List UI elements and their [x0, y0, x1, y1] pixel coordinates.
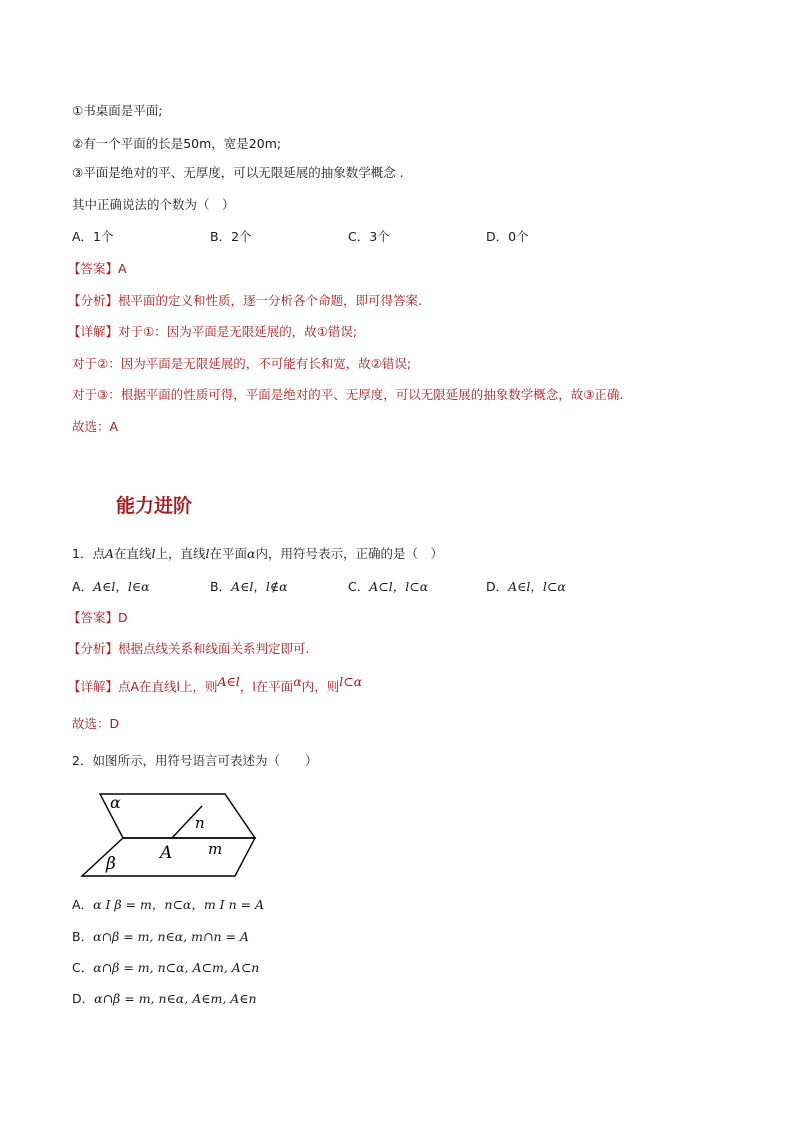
q2-stem: 2．如图所示，用符号语言可表述为（ ）: [72, 753, 318, 768]
q1-stem: 1．点A在直线l上，直线l在平面α内，用符号表示，正确的是（ ）: [72, 546, 443, 561]
planes-figure: [80, 788, 270, 880]
q1-detail: 【详解】点A在直线l上，则A∈l，l在平面α内，则l⊂α: [68, 674, 363, 694]
q1-option-a: A．A∈l，l∈α: [72, 579, 150, 594]
section-title: 能力进阶: [116, 495, 193, 517]
statement-1: ①书桌面是平面;: [72, 103, 163, 118]
q2-option-d: D．α∩β = m, n∈α, A∈m, A∈n: [72, 991, 257, 1006]
q1-answer: 【答案】D: [68, 610, 128, 625]
option-d: D．0个: [486, 229, 529, 244]
q1-option-b: B．A∈l，l∉α: [210, 579, 288, 594]
detail-line-3: 对于③：根据平面的性质可得，平面是绝对的平、无厚度，可以无限延展的抽象数学概念，故③正确.: [72, 387, 624, 402]
label-beta: β: [106, 854, 116, 874]
label-a: A: [160, 843, 173, 863]
detail-line-1: 【详解】对于①：因为平面是无限延展的，故①错误;: [68, 324, 358, 339]
statement-3: ③平面是绝对的平、无厚度，可以无限延展的抽象数学概念 .: [72, 165, 404, 180]
label-alpha: α: [110, 793, 121, 812]
q2-option-b: B．α∩β = m, n∈α, m∩n = A: [72, 929, 249, 944]
choice-line: 故选：A: [72, 419, 119, 434]
q1-option-d: D．A∈l，l⊂α: [486, 579, 566, 594]
option-c: C．3个: [348, 229, 390, 244]
question-stem: 其中正确说法的个数为（ ）: [72, 197, 235, 212]
option-a: A．1个: [72, 229, 114, 244]
label-n: n: [195, 814, 205, 832]
q1-option-c: C．A⊂l，l⊂α: [348, 579, 429, 594]
detail-line-2: 对于②：因为平面是无限延展的，不可能有长和宽，故②错误;: [72, 356, 412, 371]
analysis-line: 【分析】根平面的定义和性质，逐一分析各个命题，即可得答案.: [68, 293, 422, 308]
q2-option-c: C．α∩β = m, n⊂α, A⊂m, A⊂n: [72, 960, 260, 975]
q1-choice: 故选：D: [72, 716, 120, 731]
label-m: m: [208, 840, 223, 858]
option-b: B．2个: [210, 229, 252, 244]
q2-option-a: A．α I β = m，n⊂α，m I n = A: [72, 897, 265, 912]
q1-analysis: 【分析】根据点线关系和线面关系判定即可.: [68, 641, 310, 656]
answer-line: 【答案】A: [68, 261, 127, 276]
statement-2: ②有一个平面的长是50m，宽是20m;: [72, 136, 282, 151]
